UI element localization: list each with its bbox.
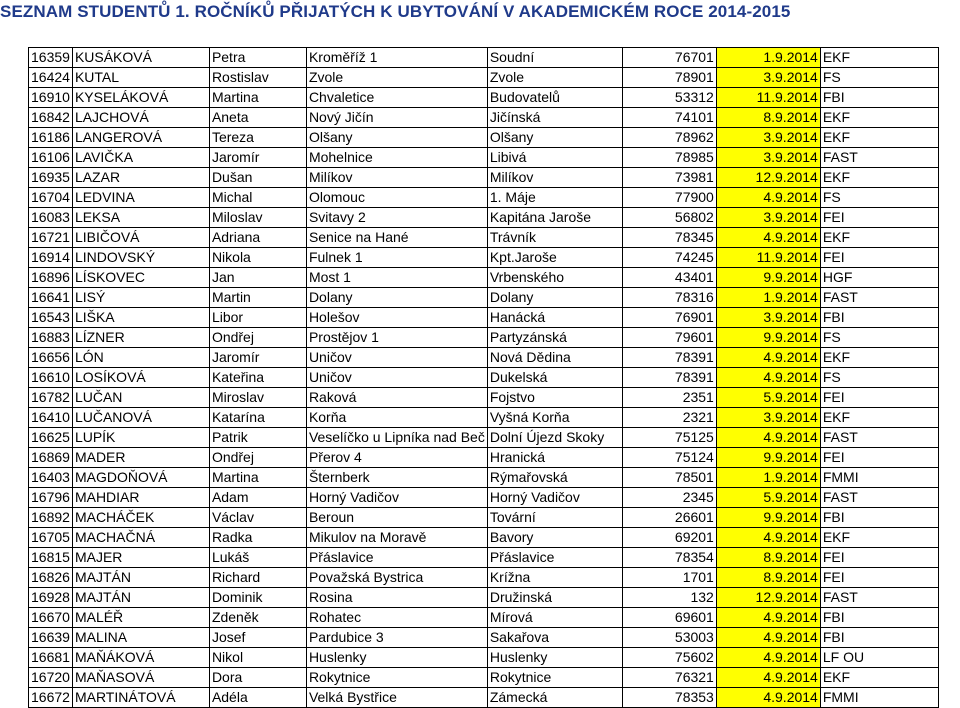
street-cell: Dukelská — [487, 368, 622, 388]
student-id-cell: 16883 — [29, 328, 73, 348]
date-cell: 8.9.2014 — [716, 568, 820, 588]
date-cell: 4.9.2014 — [716, 668, 820, 688]
faculty-cell: FS — [820, 368, 938, 388]
student-id-cell: 16639 — [29, 628, 73, 648]
street-cell: Rýmařovská — [487, 468, 622, 488]
city-cell: Milíkov — [306, 168, 487, 188]
table-row — [29, 108, 939, 128]
city-cell: Raková — [306, 388, 487, 408]
surname-cell: LEDVINA — [72, 188, 209, 208]
zip-cell: 73981 — [622, 168, 716, 188]
table-row — [29, 308, 939, 328]
street-cell: Soudní — [487, 48, 622, 68]
first-name-cell: Libor — [209, 308, 306, 328]
zip-cell: 132 — [622, 588, 716, 608]
table-row — [29, 368, 939, 388]
first-name-cell: Ondřej — [209, 448, 306, 468]
surname-cell: KYSELÁKOVÁ — [72, 88, 209, 108]
zip-cell: 74245 — [622, 248, 716, 268]
street-cell: Trávník — [487, 228, 622, 248]
zip-cell: 78345 — [622, 228, 716, 248]
student-id-cell: 16186 — [29, 128, 73, 148]
faculty-cell: EKF — [820, 528, 938, 548]
first-name-cell: Adéla — [209, 688, 306, 708]
surname-cell: LÍSKOVEC — [72, 268, 209, 288]
zip-cell: 69601 — [622, 608, 716, 628]
surname-cell: LÓN — [72, 348, 209, 368]
street-cell: Vyšná Korňa — [487, 408, 622, 428]
table-row — [29, 208, 939, 228]
first-name-cell: Dora — [209, 668, 306, 688]
surname-cell: MARTINÁTOVÁ — [72, 688, 209, 708]
street-cell: Tovární — [487, 508, 622, 528]
zip-cell: 78354 — [622, 548, 716, 568]
date-cell: 4.9.2014 — [716, 688, 820, 708]
date-cell: 4.9.2014 — [716, 648, 820, 668]
first-name-cell: Adriana — [209, 228, 306, 248]
faculty-cell: HGF — [820, 268, 938, 288]
zip-cell: 77900 — [622, 188, 716, 208]
street-cell: Vrbenského — [487, 268, 622, 288]
surname-cell: LIBIČOVÁ — [72, 228, 209, 248]
faculty-cell: EKF — [820, 108, 938, 128]
zip-cell: 2345 — [622, 488, 716, 508]
faculty-cell: FMMI — [820, 468, 938, 488]
city-cell: Považská Bystrica — [306, 568, 487, 588]
faculty-cell: FBI — [820, 308, 938, 328]
surname-cell: KUSÁKOVÁ — [72, 48, 209, 68]
surname-cell: LAJCHOVÁ — [72, 108, 209, 128]
zip-cell: 78901 — [622, 68, 716, 88]
zip-cell: 78391 — [622, 368, 716, 388]
city-cell: Šternberk — [306, 468, 487, 488]
table-row — [29, 408, 939, 428]
city-cell: Huslenky — [306, 648, 487, 668]
date-cell: 12.9.2014 — [716, 588, 820, 608]
first-name-cell: Adam — [209, 488, 306, 508]
zip-cell: 76321 — [622, 668, 716, 688]
surname-cell: MACHÁČEK — [72, 508, 209, 528]
student-id-cell: 16705 — [29, 528, 73, 548]
table-row — [29, 148, 939, 168]
table-row — [29, 608, 939, 628]
table-row — [29, 628, 939, 648]
zip-cell: 79601 — [622, 328, 716, 348]
faculty-cell: FAST — [820, 288, 938, 308]
city-cell: Rohatec — [306, 608, 487, 628]
student-id-cell: 16359 — [29, 48, 73, 68]
student-id-cell: 16083 — [29, 208, 73, 228]
first-name-cell: Nikola — [209, 248, 306, 268]
faculty-cell: FAST — [820, 588, 938, 608]
faculty-cell: FAST — [820, 488, 938, 508]
date-cell: 9.9.2014 — [716, 448, 820, 468]
first-name-cell: Ondřej — [209, 328, 306, 348]
student-id-cell: 16869 — [29, 448, 73, 468]
surname-cell: MAGDOŇOVÁ — [72, 468, 209, 488]
student-id-cell: 16704 — [29, 188, 73, 208]
date-cell: 9.9.2014 — [716, 268, 820, 288]
city-cell: Prostějov 1 — [306, 328, 487, 348]
table-row — [29, 448, 939, 468]
faculty-cell: LF OU — [820, 648, 938, 668]
city-cell: Mohelnice — [306, 148, 487, 168]
first-name-cell: Josef — [209, 628, 306, 648]
table-row — [29, 568, 939, 588]
date-cell: 4.9.2014 — [716, 608, 820, 628]
zip-cell: 26601 — [622, 508, 716, 528]
street-cell: Družinská — [487, 588, 622, 608]
surname-cell: MAŇÁKOVÁ — [72, 648, 209, 668]
surname-cell: MAHDIAR — [72, 488, 209, 508]
surname-cell: MAJTÁN — [72, 588, 209, 608]
date-cell: 8.9.2014 — [716, 548, 820, 568]
faculty-cell: FS — [820, 328, 938, 348]
street-cell: Milíkov — [487, 168, 622, 188]
table-row — [29, 488, 939, 508]
zip-cell: 75124 — [622, 448, 716, 468]
zip-cell: 56802 — [622, 208, 716, 228]
zip-cell: 53312 — [622, 88, 716, 108]
table-row — [29, 428, 939, 448]
surname-cell: LOSÍKOVÁ — [72, 368, 209, 388]
student-id-cell: 16672 — [29, 688, 73, 708]
table-row — [29, 508, 939, 528]
faculty-cell: FEI — [820, 448, 938, 468]
date-cell: 4.9.2014 — [716, 228, 820, 248]
zip-cell: 78353 — [622, 688, 716, 708]
first-name-cell: Miloslav — [209, 208, 306, 228]
date-cell: 4.9.2014 — [716, 528, 820, 548]
student-id-cell: 16721 — [29, 228, 73, 248]
street-cell: Budovatelů — [487, 88, 622, 108]
city-cell: Rokytnice — [306, 668, 487, 688]
city-cell: Beroun — [306, 508, 487, 528]
city-cell: Rosina — [306, 588, 487, 608]
date-cell: 3.9.2014 — [716, 148, 820, 168]
date-cell: 9.9.2014 — [716, 508, 820, 528]
zip-cell: 78985 — [622, 148, 716, 168]
zip-cell: 78501 — [622, 468, 716, 488]
street-cell: Hranická — [487, 448, 622, 468]
street-cell: Horný Vadičov — [487, 488, 622, 508]
city-cell: Pardubice 3 — [306, 628, 487, 648]
faculty-cell: FAST — [820, 148, 938, 168]
faculty-cell: FBI — [820, 88, 938, 108]
zip-cell: 76701 — [622, 48, 716, 68]
first-name-cell: Radka — [209, 528, 306, 548]
surname-cell: MAJTÁN — [72, 568, 209, 588]
date-cell: 5.9.2014 — [716, 488, 820, 508]
table-row — [29, 668, 939, 688]
street-cell: Mírová — [487, 608, 622, 628]
surname-cell: MADER — [72, 448, 209, 468]
student-id-cell: 16896 — [29, 268, 73, 288]
city-cell: Chvaletice — [306, 88, 487, 108]
date-cell: 3.9.2014 — [716, 408, 820, 428]
city-cell: Olomouc — [306, 188, 487, 208]
table-row — [29, 388, 939, 408]
zip-cell: 2351 — [622, 388, 716, 408]
student-id-cell: 16720 — [29, 668, 73, 688]
street-cell: Krížna — [487, 568, 622, 588]
student-id-cell: 16681 — [29, 648, 73, 668]
city-cell: Přerov 4 — [306, 448, 487, 468]
surname-cell: LIŠKA — [72, 308, 209, 328]
city-cell: Holešov — [306, 308, 487, 328]
street-cell: Dolní Újezd Skoky — [487, 428, 622, 448]
date-cell: 8.9.2014 — [716, 108, 820, 128]
surname-cell: LÍZNER — [72, 328, 209, 348]
student-id-cell: 16106 — [29, 148, 73, 168]
faculty-cell: EKF — [820, 668, 938, 688]
street-cell: Hanácká — [487, 308, 622, 328]
student-table — [28, 47, 939, 708]
table-row — [29, 68, 939, 88]
city-cell: Přáslavice — [306, 548, 487, 568]
city-cell: Dolany — [306, 288, 487, 308]
date-cell: 3.9.2014 — [716, 68, 820, 88]
first-name-cell: Dušan — [209, 168, 306, 188]
faculty-cell: FS — [820, 68, 938, 88]
first-name-cell: Zdeněk — [209, 608, 306, 628]
date-cell: 9.9.2014 — [716, 328, 820, 348]
student-id-cell: 16796 — [29, 488, 73, 508]
faculty-cell: FBI — [820, 508, 938, 528]
first-name-cell: Jan — [209, 268, 306, 288]
student-id-cell: 16815 — [29, 548, 73, 568]
date-cell: 3.9.2014 — [716, 128, 820, 148]
zip-cell: 2321 — [622, 408, 716, 428]
first-name-cell: Michal — [209, 188, 306, 208]
surname-cell: MAJER — [72, 548, 209, 568]
first-name-cell: Martina — [209, 88, 306, 108]
student-id-cell: 16656 — [29, 348, 73, 368]
city-cell: Fulnek 1 — [306, 248, 487, 268]
street-cell: Přáslavice — [487, 548, 622, 568]
city-cell: Mikulov na Moravě — [306, 528, 487, 548]
faculty-cell: EKF — [820, 128, 938, 148]
street-cell: Partyzánská — [487, 328, 622, 348]
table-row — [29, 528, 939, 548]
city-cell: Uničov — [306, 348, 487, 368]
student-id-cell: 16826 — [29, 568, 73, 588]
first-name-cell: Václav — [209, 508, 306, 528]
city-cell: Svitavy 2 — [306, 208, 487, 228]
student-id-cell: 16928 — [29, 588, 73, 608]
zip-cell: 78316 — [622, 288, 716, 308]
surname-cell: LUPÍK — [72, 428, 209, 448]
student-id-cell: 16935 — [29, 168, 73, 188]
faculty-cell: EKF — [820, 48, 938, 68]
city-cell: Nový Jičín — [306, 108, 487, 128]
street-cell: 1. Máje — [487, 188, 622, 208]
table-row — [29, 548, 939, 568]
faculty-cell: FBI — [820, 608, 938, 628]
date-cell: 5.9.2014 — [716, 388, 820, 408]
faculty-cell: FEI — [820, 548, 938, 568]
table-row — [29, 168, 939, 188]
student-id-cell: 16610 — [29, 368, 73, 388]
surname-cell: KUTAL — [72, 68, 209, 88]
city-cell: Senice na Hané — [306, 228, 487, 248]
city-cell: Most 1 — [306, 268, 487, 288]
date-cell: 11.9.2014 — [716, 88, 820, 108]
faculty-cell: EKF — [820, 228, 938, 248]
table-row — [29, 348, 939, 368]
city-cell: Velká Bystřice — [306, 688, 487, 708]
zip-cell: 78962 — [622, 128, 716, 148]
surname-cell: LAZAR — [72, 168, 209, 188]
first-name-cell: Patrik — [209, 428, 306, 448]
table-row — [29, 228, 939, 248]
student-id-cell: 16914 — [29, 248, 73, 268]
date-cell: 1.9.2014 — [716, 288, 820, 308]
table-row — [29, 648, 939, 668]
surname-cell: MALINA — [72, 628, 209, 648]
student-id-cell: 16641 — [29, 288, 73, 308]
street-cell: Rokytnice — [487, 668, 622, 688]
first-name-cell: Petra — [209, 48, 306, 68]
faculty-cell: FS — [820, 188, 938, 208]
city-cell: Korňa — [306, 408, 487, 428]
street-cell: Zvole — [487, 68, 622, 88]
surname-cell: LEKSA — [72, 208, 209, 228]
table-row — [29, 268, 939, 288]
date-cell: 4.9.2014 — [716, 628, 820, 648]
city-cell: Veselíčko u Lipníka nad Beč — [306, 428, 487, 448]
date-cell: 1.9.2014 — [716, 468, 820, 488]
student-id-cell: 16782 — [29, 388, 73, 408]
zip-cell: 53003 — [622, 628, 716, 648]
street-cell: Bavory — [487, 528, 622, 548]
date-cell: 3.9.2014 — [716, 308, 820, 328]
faculty-cell: FEI — [820, 568, 938, 588]
first-name-cell: Dominik — [209, 588, 306, 608]
surname-cell: LUČAN — [72, 388, 209, 408]
faculty-cell: EKF — [820, 168, 938, 188]
street-cell: Jičínská — [487, 108, 622, 128]
surname-cell: MACHAČNÁ — [72, 528, 209, 548]
faculty-cell: FEI — [820, 388, 938, 408]
city-cell: Zvole — [306, 68, 487, 88]
table-row — [29, 188, 939, 208]
student-id-cell: 16910 — [29, 88, 73, 108]
city-cell: Kroměříž 1 — [306, 48, 487, 68]
first-name-cell: Richard — [209, 568, 306, 588]
zip-cell: 74101 — [622, 108, 716, 128]
street-cell: Fojstvo — [487, 388, 622, 408]
first-name-cell: Martin — [209, 288, 306, 308]
zip-cell: 1701 — [622, 568, 716, 588]
surname-cell: MAŇASOVÁ — [72, 668, 209, 688]
zip-cell: 75125 — [622, 428, 716, 448]
date-cell: 4.9.2014 — [716, 368, 820, 388]
surname-cell: MALÉŘ — [72, 608, 209, 628]
table-row — [29, 88, 939, 108]
date-cell: 3.9.2014 — [716, 208, 820, 228]
surname-cell: LANGEROVÁ — [72, 128, 209, 148]
date-cell: 4.9.2014 — [716, 428, 820, 448]
table-row — [29, 248, 939, 268]
surname-cell: LUČANOVÁ — [72, 408, 209, 428]
first-name-cell: Miroslav — [209, 388, 306, 408]
street-cell: Dolany — [487, 288, 622, 308]
city-cell: Horný Vadičov — [306, 488, 487, 508]
first-name-cell: Jaromír — [209, 348, 306, 368]
page-title: SEZNAM STUDENTŮ 1. ROČNÍKŮ PŘIJATÝCH K UBYTOVÁNÍ V AKADEMICKÉM ROCE 2014-2015 — [0, 2, 791, 21]
street-cell: Libivá — [487, 148, 622, 168]
faculty-cell: FMMI — [820, 688, 938, 708]
date-cell: 12.9.2014 — [716, 168, 820, 188]
surname-cell: LINDOVSKÝ — [72, 248, 209, 268]
zip-cell: 76901 — [622, 308, 716, 328]
street-cell: Huslenky — [487, 648, 622, 668]
faculty-cell: EKF — [820, 408, 938, 428]
zip-cell: 75602 — [622, 648, 716, 668]
first-name-cell: Nikol — [209, 648, 306, 668]
city-cell: Olšany — [306, 128, 487, 148]
surname-cell: LISÝ — [72, 288, 209, 308]
zip-cell: 69201 — [622, 528, 716, 548]
table-row — [29, 288, 939, 308]
student-id-cell: 16892 — [29, 508, 73, 528]
faculty-cell: FEI — [820, 248, 938, 268]
first-name-cell: Martina — [209, 468, 306, 488]
table-row — [29, 468, 939, 488]
street-cell: Nová Dědina — [487, 348, 622, 368]
faculty-cell: FEI — [820, 208, 938, 228]
student-id-cell: 16625 — [29, 428, 73, 448]
table-row — [29, 48, 939, 68]
first-name-cell: Rostislav — [209, 68, 306, 88]
student-id-cell: 16670 — [29, 608, 73, 628]
first-name-cell: Aneta — [209, 108, 306, 128]
first-name-cell: Lukáš — [209, 548, 306, 568]
first-name-cell: Kateřina — [209, 368, 306, 388]
street-cell: Zámecká — [487, 688, 622, 708]
date-cell: 11.9.2014 — [716, 248, 820, 268]
student-id-cell: 16543 — [29, 308, 73, 328]
student-id-cell: 16410 — [29, 408, 73, 428]
student-id-cell: 16842 — [29, 108, 73, 128]
street-cell: Kpt.Jaroše — [487, 248, 622, 268]
zip-cell: 43401 — [622, 268, 716, 288]
date-cell: 4.9.2014 — [716, 188, 820, 208]
table-row — [29, 328, 939, 348]
table-row — [29, 128, 939, 148]
faculty-cell: FAST — [820, 428, 938, 448]
date-cell: 4.9.2014 — [716, 348, 820, 368]
zip-cell: 78391 — [622, 348, 716, 368]
first-name-cell: Tereza — [209, 128, 306, 148]
street-cell: Olšany — [487, 128, 622, 148]
student-id-cell: 16424 — [29, 68, 73, 88]
faculty-cell: EKF — [820, 348, 938, 368]
first-name-cell: Katarína — [209, 408, 306, 428]
student-id-cell: 16403 — [29, 468, 73, 488]
surname-cell: LAVIČKA — [72, 148, 209, 168]
faculty-cell: FBI — [820, 628, 938, 648]
table-row — [29, 588, 939, 608]
street-cell: Sakařova — [487, 628, 622, 648]
city-cell: Uničov — [306, 368, 487, 388]
date-cell: 1.9.2014 — [716, 48, 820, 68]
first-name-cell: Jaromír — [209, 148, 306, 168]
street-cell: Kapitána Jaroše — [487, 208, 622, 228]
